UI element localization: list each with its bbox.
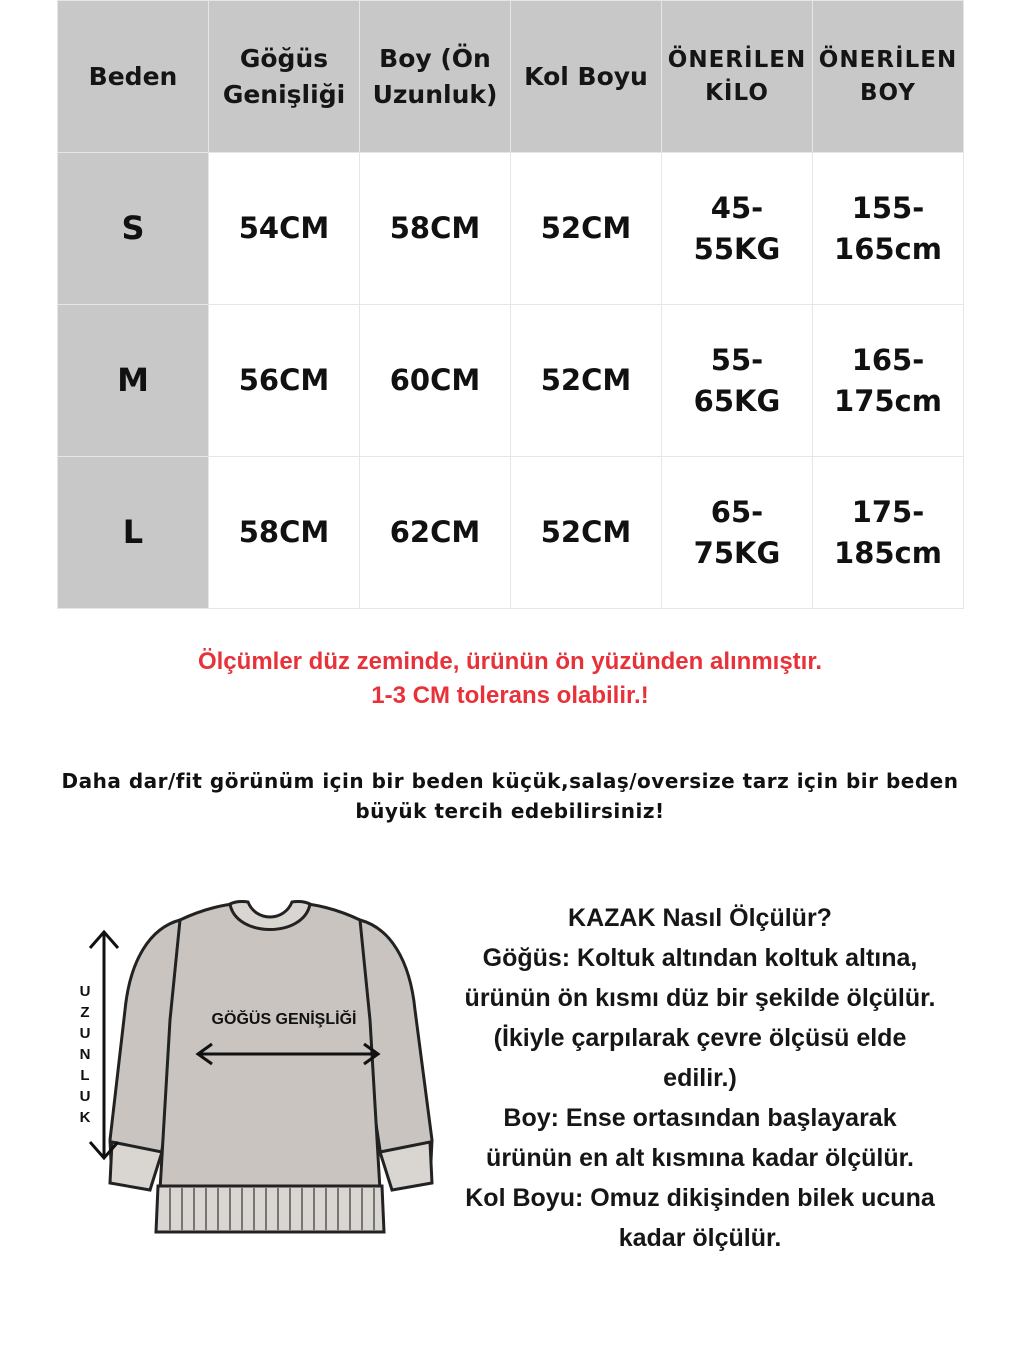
table-row-l [58,457,964,609]
header-length: Boy (Ön Uzunluk) [360,1,511,153]
length-letter: U [79,983,91,1000]
sleeve-instruction-2: kadar ölçülür. [618,1224,782,1252]
right-cuff [380,1142,432,1190]
size-chart-table [57,0,964,609]
length-instruction-2: ürünün en alt kısmına kadar ölçülür. [486,1144,914,1172]
size-cell: M [58,305,209,457]
length-letter: U [79,1088,91,1105]
size-cell: S [58,153,209,305]
sweater-diagram [70,890,470,1250]
header-recommended-weight: ÖNERİLEN KİLO [662,1,813,153]
weight-cell: 65-75KG [662,457,813,609]
height-cell: 165-175cm [813,305,964,457]
chest-cell: 58CM [209,457,360,609]
height-cell: 175-185cm [813,457,964,609]
length-cell: 62CM [360,457,511,609]
sleeve-instruction-1: Kol Boyu: Omuz dikişinden bilek ucuna [465,1184,935,1212]
how-to-title: KAZAK Nasıl Ölçülür? [568,904,832,932]
header-chest-width: Göğüs Genişliği [209,1,360,153]
sleeve-cell: 52CM [511,457,662,609]
table-row-m [58,305,964,457]
length-letter: N [79,1046,91,1063]
size-cell: L [58,457,209,609]
sleeve-cell: 52CM [511,153,662,305]
chest-label: GÖĞÜS GENİŞLİĞİ [211,1011,357,1028]
chest-instruction-2: ürünün ön kısmı düz bir şekilde ölçülür. [464,984,936,1012]
header-size: Beden [58,1,209,153]
fit-advice-text: Daha dar/fit görünüm için bir beden küçük,salaş/oversize tarz için bir beden büyük tercih edebilirsiniz! [61,769,959,823]
chest-cell: 54CM [209,153,360,305]
measurement-note-line2: 1-3 CM tolerans olabilir.! [371,682,649,709]
length-letter: U [79,1025,91,1042]
height-cell: 155-165cm [813,153,964,305]
length-letter: K [79,1109,91,1126]
table-header-row [58,1,964,153]
table-row-s [58,153,964,305]
length-letter: L [80,1067,90,1084]
left-cuff [110,1142,162,1190]
length-cell: 60CM [360,305,511,457]
chest-instruction-4: edilir.) [663,1064,737,1092]
how-to-measure-section [450,898,950,1258]
measurement-note-line1: Ölçümler düz zeminde, ürünün ön yüzünden alınmıştır. [197,648,823,675]
weight-cell: 45-55KG [662,153,813,305]
chest-instruction-1: Göğüs: Koltuk altından koltuk altına, [482,944,918,972]
header-recommended-height: ÖNERİLEN BOY [813,1,964,153]
length-instruction-1: Boy: Ense ortasından başlayarak [503,1104,897,1132]
chest-instruction-3: (İkiyle çarpılarak çevre ölçüsü elde [493,1024,907,1052]
sleeve-cell: 52CM [511,305,662,457]
length-label [80,983,91,1126]
length-cell: 58CM [360,153,511,305]
chest-cell: 56CM [209,305,360,457]
length-letter: Z [80,1004,90,1021]
weight-cell: 55-65KG [662,305,813,457]
header-sleeve-length: Kol Boyu [511,1,662,153]
measurement-note [60,645,960,713]
sweater-body [160,904,380,1190]
